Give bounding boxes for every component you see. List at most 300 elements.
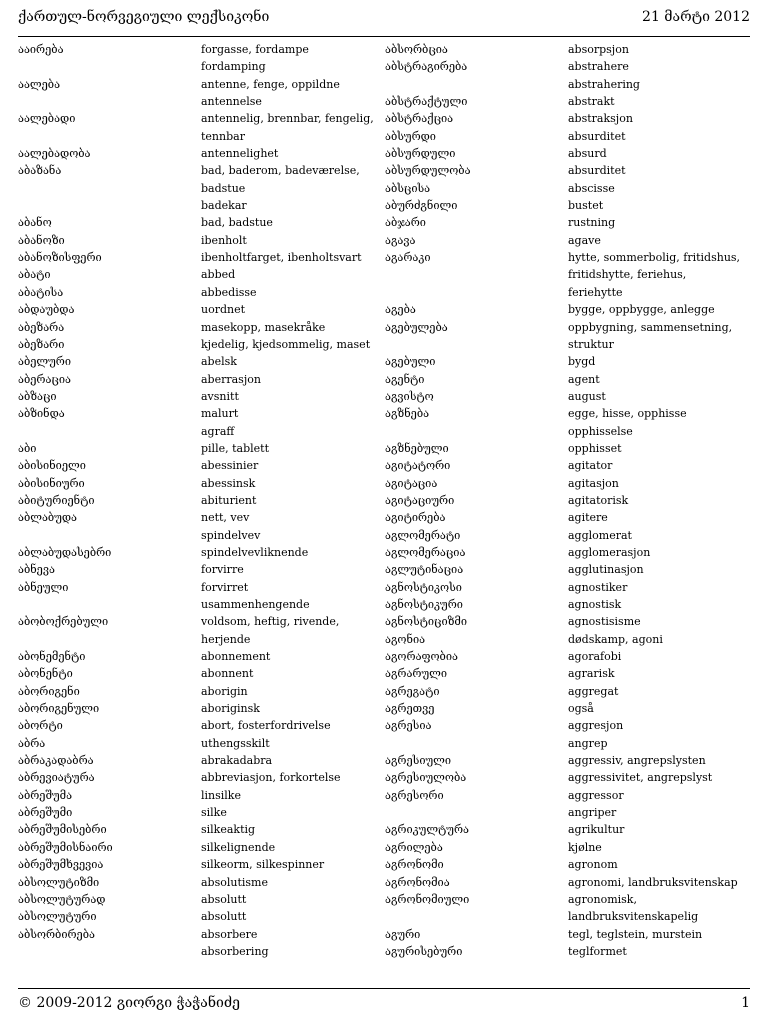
norwegian-translation: abbedisse bbox=[201, 285, 257, 299]
norwegian-translation: angriper bbox=[568, 806, 617, 820]
dictionary-entry bbox=[18, 284, 385, 301]
norwegian-translation: bad, baderom, badeværelse, bbox=[201, 164, 360, 178]
dictionary-entry bbox=[385, 717, 752, 734]
georgian-headword bbox=[385, 266, 568, 283]
dictionary-entry bbox=[18, 266, 385, 283]
dictionary-entry bbox=[18, 41, 385, 58]
dictionary-entry bbox=[385, 145, 752, 162]
norwegian-translation: silkelignende bbox=[201, 840, 276, 854]
georgian-headword bbox=[385, 423, 568, 440]
georgian-headword bbox=[18, 197, 201, 214]
norwegian-translation: voldsom, heftig, rivende, bbox=[201, 615, 340, 629]
georgian-headword: აბსცისა bbox=[385, 181, 431, 195]
georgian-headword: აბსორბცია bbox=[385, 43, 448, 56]
page-number: 1 bbox=[741, 995, 750, 1011]
georgian-headword bbox=[385, 804, 568, 821]
copyright-notice: © 2009-2012 გიორგი ჭაჭანიძე bbox=[18, 995, 240, 1011]
norwegian-translation: aggressiv, angrepslysten bbox=[568, 754, 706, 768]
dictionary-entry bbox=[385, 579, 752, 596]
georgian-headword: აბსტრაგირება bbox=[385, 60, 468, 74]
norwegian-translation: fordamping bbox=[201, 60, 266, 74]
norwegian-translation: egge, hisse, opphisse bbox=[568, 407, 687, 421]
dictionary-entry bbox=[18, 475, 385, 492]
norwegian-translation: angrep bbox=[568, 736, 608, 750]
georgian-headword: აგრარული bbox=[385, 667, 448, 681]
norwegian-translation: abonnement bbox=[201, 650, 271, 664]
georgian-headword: აგნოსტიკოსი bbox=[385, 580, 462, 594]
georgian-headword: აბზაცი bbox=[18, 389, 57, 403]
georgian-headword: აბატისა bbox=[18, 285, 64, 299]
georgian-headword: აბრეშუმხვევია bbox=[18, 858, 104, 872]
georgian-headword: აბრეშუმი bbox=[18, 806, 73, 820]
dictionary-entry bbox=[18, 232, 385, 249]
georgian-headword: აბრეშუმისებრი bbox=[18, 823, 107, 837]
norwegian-translation: abstrahering bbox=[568, 77, 640, 91]
norwegian-translation: abstrakt bbox=[568, 95, 615, 109]
georgian-headword: აბზინდა bbox=[18, 407, 65, 421]
georgian-headword: აგრონომიული bbox=[385, 892, 470, 906]
dictionary-entry bbox=[385, 405, 752, 422]
norwegian-translation: agronom bbox=[568, 858, 618, 872]
georgian-headword: აგრონომია bbox=[385, 875, 450, 889]
dictionary-entry bbox=[18, 631, 385, 648]
dictionary-entry bbox=[385, 492, 752, 509]
georgian-headword: აალებადობა bbox=[18, 147, 91, 161]
georgian-headword: აალება bbox=[18, 77, 61, 91]
norwegian-translation: hytte, sommerbolig, fritidshus, bbox=[568, 251, 741, 265]
norwegian-translation: badekar bbox=[201, 199, 247, 213]
dictionary-entry bbox=[18, 769, 385, 786]
dictionary-entry bbox=[385, 908, 752, 925]
georgian-headword: აგრონომი bbox=[385, 858, 444, 872]
georgian-headword: აბონენტი bbox=[18, 667, 73, 681]
georgian-headword: აბატი bbox=[18, 268, 51, 282]
dictionary-entry bbox=[18, 561, 385, 578]
norwegian-translation: agglutinasjon bbox=[568, 563, 644, 577]
norwegian-translation: tegl, teglstein, murstein bbox=[568, 927, 703, 941]
georgian-headword: აბსტრაქცია bbox=[385, 112, 454, 126]
georgian-headword: აგზნება bbox=[385, 407, 430, 421]
georgian-headword bbox=[18, 631, 201, 648]
dictionary-entry bbox=[18, 93, 385, 110]
georgian-headword: აბანოზისფერი bbox=[18, 251, 102, 265]
norwegian-translation: fritidshytte, feriehus, bbox=[568, 268, 687, 282]
dictionary-entry bbox=[385, 561, 752, 578]
georgian-headword: აბონემენტი bbox=[18, 650, 86, 664]
norwegian-translation: agnostiker bbox=[568, 580, 628, 594]
georgian-headword bbox=[18, 128, 201, 145]
dictionary-entry bbox=[385, 110, 752, 127]
georgian-headword: აგრესიულობა bbox=[385, 771, 467, 785]
dictionary-entry bbox=[18, 891, 385, 908]
norwegian-translation: tennbar bbox=[201, 129, 245, 143]
dictionary-entry bbox=[18, 371, 385, 388]
norwegian-translation: aggresjon bbox=[568, 719, 624, 733]
norwegian-translation: absurditet bbox=[568, 164, 626, 178]
georgian-headword: აგრესია bbox=[385, 719, 432, 733]
georgian-headword: აგურისებური bbox=[385, 944, 463, 958]
dictionary-entry bbox=[385, 700, 752, 717]
dictionary-entry bbox=[18, 319, 385, 336]
georgian-headword: აბი bbox=[18, 441, 37, 455]
dictionary-entry bbox=[385, 214, 752, 231]
georgian-headword: აბრა bbox=[18, 736, 46, 750]
norwegian-translation: agnostisk bbox=[568, 598, 622, 611]
georgian-headword bbox=[18, 58, 201, 75]
georgian-headword: აბორტი bbox=[18, 719, 63, 733]
georgian-headword: აბსოლუტიზმი bbox=[18, 875, 100, 889]
dictionary-body bbox=[18, 41, 753, 960]
norwegian-translation: pille, tablett bbox=[201, 441, 269, 455]
norwegian-translation: malurt bbox=[201, 407, 239, 421]
dictionary-entry bbox=[18, 509, 385, 526]
norwegian-translation: linsilke bbox=[201, 788, 241, 802]
norwegian-translation: antenne, fenge, oppildne bbox=[201, 77, 340, 91]
page-footer bbox=[18, 992, 750, 1016]
dictionary-entry bbox=[385, 353, 752, 370]
norwegian-translation: antennelse bbox=[201, 95, 262, 109]
georgian-headword: აბსურდი bbox=[385, 129, 436, 143]
dictionary-entry bbox=[385, 266, 752, 283]
georgian-headword: აგორაფობია bbox=[385, 650, 458, 664]
georgian-headword: აბურძგნილი bbox=[385, 199, 458, 213]
dictionary-entry bbox=[385, 544, 752, 561]
dictionary-entry bbox=[18, 613, 385, 630]
dictionary-entry bbox=[18, 839, 385, 856]
norwegian-translation: aggressivitet, angrepslyst bbox=[568, 771, 713, 785]
dictionary-column-right bbox=[385, 41, 752, 960]
norwegian-translation: spindelvev bbox=[201, 528, 261, 542]
norwegian-translation: abbed bbox=[201, 268, 236, 282]
norwegian-translation: forgasse, fordampe bbox=[201, 43, 309, 56]
dictionary-entry bbox=[385, 648, 752, 665]
dictionary-entry bbox=[385, 839, 752, 856]
georgian-headword: აგრილება bbox=[385, 840, 443, 854]
dictionary-entry bbox=[385, 180, 752, 197]
norwegian-translation: forvirre bbox=[201, 563, 244, 577]
norwegian-translation: feriehytte bbox=[568, 285, 623, 299]
footer-divider bbox=[18, 988, 750, 989]
norwegian-translation: opphisset bbox=[568, 441, 622, 455]
georgian-headword: აბლაბუდა bbox=[18, 511, 77, 525]
dictionary-entry bbox=[18, 301, 385, 318]
dictionary-entry bbox=[18, 717, 385, 734]
norwegian-translation: avsnitt bbox=[201, 389, 239, 403]
dictionary-entry bbox=[18, 197, 385, 214]
norwegian-translation: oppbygning, sammensetning, bbox=[568, 320, 733, 334]
georgian-headword: აგიტირება bbox=[385, 511, 446, 525]
georgian-headword: აბორიგენი bbox=[18, 684, 80, 698]
georgian-headword bbox=[18, 93, 201, 110]
norwegian-translation: uthengsskilt bbox=[201, 736, 270, 750]
georgian-headword: აგიტაციური bbox=[385, 493, 455, 507]
norwegian-translation: agitatorisk bbox=[568, 493, 629, 507]
dictionary-entry bbox=[18, 926, 385, 943]
dictionary-entry bbox=[385, 93, 752, 110]
norwegian-translation: agrarisk bbox=[568, 667, 615, 681]
dictionary-entry bbox=[18, 804, 385, 821]
norwegian-translation: aggressor bbox=[568, 788, 624, 802]
dictionary-entry bbox=[18, 336, 385, 353]
norwegian-translation: aboriginsk bbox=[201, 702, 260, 716]
norwegian-translation: abiturient bbox=[201, 493, 257, 507]
norwegian-translation: agglomerasjon bbox=[568, 545, 651, 559]
georgian-headword: აბრეშუმისნაირი bbox=[18, 840, 113, 854]
norwegian-translation: agraff bbox=[201, 424, 235, 438]
norwegian-translation: bygge, oppbygge, anlegge bbox=[568, 303, 715, 317]
dictionary-entry bbox=[385, 683, 752, 700]
norwegian-translation: herjende bbox=[201, 632, 251, 646]
norwegian-translation: teglformet bbox=[568, 944, 627, 958]
dictionary-entry bbox=[385, 631, 752, 648]
georgian-headword: აბსოლუტურად bbox=[18, 892, 106, 906]
norwegian-translation: kjedelig, kjedsommelig, maset bbox=[201, 337, 371, 351]
georgian-headword: აბრეშუმა bbox=[18, 788, 73, 802]
dictionary-entry bbox=[385, 752, 752, 769]
norwegian-translation: agrikultur bbox=[568, 823, 625, 837]
norwegian-translation: bad, badstue bbox=[201, 216, 273, 230]
dictionary-entry bbox=[385, 76, 752, 93]
dictionary-entry bbox=[18, 492, 385, 509]
georgian-headword: აგრეთვე bbox=[385, 702, 435, 716]
georgian-headword: აბეზარი bbox=[18, 337, 65, 351]
norwegian-translation: rustning bbox=[568, 216, 616, 230]
dictionary-entry bbox=[18, 388, 385, 405]
norwegian-translation: abscisse bbox=[568, 181, 615, 195]
georgian-headword bbox=[385, 284, 568, 301]
norwegian-translation: agitasjon bbox=[568, 476, 619, 490]
georgian-headword: აგლუტინაცია bbox=[385, 563, 464, 577]
document-date: 21 მარტი 2012 bbox=[642, 9, 750, 25]
norwegian-translation: august bbox=[568, 389, 606, 403]
georgian-headword: აბდაუბდა bbox=[18, 303, 75, 317]
dictionary-entry bbox=[385, 440, 752, 457]
norwegian-translation: agglomerat bbox=[568, 528, 632, 542]
georgian-headword: აალებადი bbox=[18, 112, 76, 126]
norwegian-translation: ibenholt bbox=[201, 233, 247, 247]
norwegian-translation: antennelig, brennbar, fengelig, bbox=[201, 112, 374, 126]
dictionary-entry bbox=[18, 735, 385, 752]
dictionary-entry bbox=[385, 371, 752, 388]
norwegian-translation: silke bbox=[201, 806, 227, 820]
norwegian-translation: dødskamp, agoni bbox=[568, 632, 663, 646]
georgian-headword: აბნეული bbox=[18, 580, 69, 594]
georgian-headword bbox=[18, 527, 201, 544]
dictionary-entry bbox=[18, 700, 385, 717]
georgian-headword: აბიტურიენტი bbox=[18, 493, 95, 507]
georgian-headword: აბრევიატურა bbox=[18, 771, 95, 785]
georgian-headword: აგლომერაცია bbox=[385, 545, 466, 559]
georgian-headword: აბნევა bbox=[18, 563, 55, 577]
dictionary-entry bbox=[18, 145, 385, 162]
document-title: ქართულ-ნორვეგიული ლექსიკონი bbox=[18, 9, 270, 25]
norwegian-translation: ibenholtfarget, ibenholtsvart bbox=[201, 251, 362, 265]
norwegian-translation: antennelighet bbox=[201, 147, 279, 161]
dictionary-entry bbox=[18, 423, 385, 440]
georgian-headword: აგზნებული bbox=[385, 441, 449, 455]
norwegian-translation: bustet bbox=[568, 199, 604, 213]
georgian-headword: აგნოსტიკური bbox=[385, 598, 463, 611]
georgian-headword: აგური bbox=[385, 927, 421, 941]
norwegian-translation: abessinsk bbox=[201, 476, 256, 490]
norwegian-translation: absorbering bbox=[201, 944, 269, 958]
dictionary-entry bbox=[18, 544, 385, 561]
georgian-headword: აბერაცია bbox=[18, 372, 71, 386]
georgian-headword bbox=[385, 336, 568, 353]
georgian-headword: აბანო bbox=[18, 216, 52, 230]
georgian-headword: აგვისტო bbox=[385, 389, 434, 403]
dictionary-entry bbox=[385, 457, 752, 474]
norwegian-translation: absorpsjon bbox=[568, 43, 629, 56]
norwegian-translation: agnostisisme bbox=[568, 615, 641, 629]
dictionary-entry bbox=[385, 943, 752, 960]
dictionary-entry bbox=[385, 821, 752, 838]
georgian-headword bbox=[18, 180, 201, 197]
georgian-headword: აგრესიული bbox=[385, 754, 452, 768]
dictionary-entry bbox=[18, 249, 385, 266]
georgian-headword: აბლაბუდასებრი bbox=[18, 545, 112, 559]
norwegian-translation: agitator bbox=[568, 459, 613, 473]
dictionary-entry bbox=[18, 353, 385, 370]
georgian-headword: აბაზანა bbox=[18, 164, 62, 178]
georgian-headword: აბრაკადაბრა bbox=[18, 754, 94, 768]
dictionary-entry bbox=[385, 509, 752, 526]
georgian-headword: აგება bbox=[385, 303, 416, 317]
dictionary-entry bbox=[385, 856, 752, 873]
dictionary-entry bbox=[385, 613, 752, 630]
georgian-headword: აბელური bbox=[18, 355, 72, 369]
georgian-headword: აგებული bbox=[385, 355, 436, 369]
norwegian-translation: absurditet bbox=[568, 129, 626, 143]
dictionary-entry bbox=[18, 214, 385, 231]
dictionary-entry bbox=[385, 769, 752, 786]
georgian-headword: აბსოლუტური bbox=[18, 910, 97, 924]
georgian-headword bbox=[385, 76, 568, 93]
dictionary-entry bbox=[385, 336, 752, 353]
georgian-headword: აბისინიელი bbox=[18, 459, 86, 473]
page-header bbox=[18, 6, 750, 30]
norwegian-translation: agronomisk, bbox=[568, 892, 637, 906]
dictionary-entry bbox=[385, 388, 752, 405]
georgian-headword bbox=[18, 423, 201, 440]
dictionary-entry bbox=[18, 752, 385, 769]
georgian-headword: აგენტი bbox=[385, 372, 425, 386]
georgian-headword: ააირება bbox=[18, 43, 64, 56]
dictionary-entry bbox=[18, 180, 385, 197]
norwegian-translation: abbreviasjon, forkortelse bbox=[201, 771, 341, 785]
georgian-headword: აგონია bbox=[385, 632, 426, 646]
norwegian-translation: abessinier bbox=[201, 459, 259, 473]
dictionary-entry bbox=[385, 319, 752, 336]
dictionary-entry bbox=[385, 891, 752, 908]
norwegian-translation: silkeaktig bbox=[201, 823, 256, 837]
dictionary-entry bbox=[385, 527, 752, 544]
dictionary-entry bbox=[385, 41, 752, 58]
dictionary-entry bbox=[18, 943, 385, 960]
georgian-headword: აბისინიური bbox=[18, 476, 85, 490]
norwegian-translation: agitere bbox=[568, 511, 608, 525]
norwegian-translation: landbruksvitenskapelig bbox=[568, 910, 699, 924]
dictionary-entry bbox=[385, 232, 752, 249]
norwegian-translation: aborigin bbox=[201, 684, 248, 698]
dictionary-entry bbox=[18, 58, 385, 75]
norwegian-translation: silkeorm, silkespinner bbox=[201, 858, 325, 872]
dictionary-entry bbox=[385, 301, 752, 318]
norwegian-translation: usammenhengende bbox=[201, 598, 310, 611]
norwegian-translation: abrakadabra bbox=[201, 754, 273, 768]
georgian-headword: აგებულება bbox=[385, 320, 448, 334]
norwegian-translation: abstrahere bbox=[568, 60, 629, 74]
georgian-headword: აგრიკულტურა bbox=[385, 823, 469, 837]
norwegian-translation: agronomi, landbruksvitenskap bbox=[568, 875, 738, 889]
norwegian-translation: absolutt bbox=[201, 910, 247, 924]
georgian-headword: აგავა bbox=[385, 233, 416, 247]
norwegian-translation: absolutisme bbox=[201, 875, 268, 889]
georgian-headword: აგლომერატი bbox=[385, 528, 461, 542]
norwegian-translation: opphisselse bbox=[568, 424, 633, 438]
dictionary-entry bbox=[385, 197, 752, 214]
dictionary-entry bbox=[385, 162, 752, 179]
georgian-headword bbox=[385, 735, 568, 752]
dictionary-entry bbox=[18, 683, 385, 700]
dictionary-entry bbox=[385, 874, 752, 891]
georgian-headword: აბეზარა bbox=[18, 320, 65, 334]
norwegian-translation: bygd bbox=[568, 355, 596, 369]
dictionary-entry bbox=[385, 787, 752, 804]
dictionary-entry bbox=[18, 162, 385, 179]
dictionary-entry bbox=[18, 787, 385, 804]
norwegian-translation: absorbere bbox=[201, 927, 258, 941]
norwegian-translation: også bbox=[568, 702, 594, 716]
georgian-headword: აგიტაცია bbox=[385, 476, 438, 490]
dictionary-entry bbox=[18, 596, 385, 613]
dictionary-entry bbox=[385, 735, 752, 752]
norwegian-translation: absurd bbox=[568, 147, 607, 161]
dictionary-entry bbox=[18, 821, 385, 838]
georgian-headword: აბჯარი bbox=[385, 216, 426, 230]
georgian-headword: აგრეგატი bbox=[385, 684, 440, 698]
norwegian-translation: agave bbox=[568, 233, 601, 247]
dictionary-entry bbox=[18, 110, 385, 127]
norwegian-translation: spindelvevliknende bbox=[201, 545, 309, 559]
georgian-headword: აბსტრაქტული bbox=[385, 95, 468, 109]
georgian-headword: აგრესორი bbox=[385, 788, 444, 802]
norwegian-translation: absolutt bbox=[201, 892, 247, 906]
georgian-headword: აბსურდული bbox=[385, 147, 456, 161]
dictionary-entry bbox=[18, 527, 385, 544]
dictionary-entry bbox=[385, 58, 752, 75]
georgian-headword bbox=[18, 596, 201, 613]
dictionary-entry bbox=[18, 908, 385, 925]
dictionary-entry bbox=[18, 856, 385, 873]
georgian-headword: აბორიგენული bbox=[18, 702, 100, 716]
dictionary-entry bbox=[385, 665, 752, 682]
georgian-headword bbox=[18, 943, 201, 960]
header-divider bbox=[18, 36, 750, 37]
dictionary-entry bbox=[18, 665, 385, 682]
dictionary-entry bbox=[385, 249, 752, 266]
georgian-headword: აბსორბირება bbox=[18, 927, 95, 941]
georgian-headword: აგიტატორი bbox=[385, 459, 451, 473]
dictionary-entry bbox=[385, 475, 752, 492]
norwegian-translation: nett, vev bbox=[201, 511, 250, 525]
dictionary-entry bbox=[385, 926, 752, 943]
dictionary-entry bbox=[385, 804, 752, 821]
norwegian-translation: aggregat bbox=[568, 684, 619, 698]
dictionary-column-left bbox=[18, 41, 385, 960]
georgian-headword: აბობოქრებული bbox=[18, 615, 109, 629]
norwegian-translation: forvirret bbox=[201, 580, 249, 594]
